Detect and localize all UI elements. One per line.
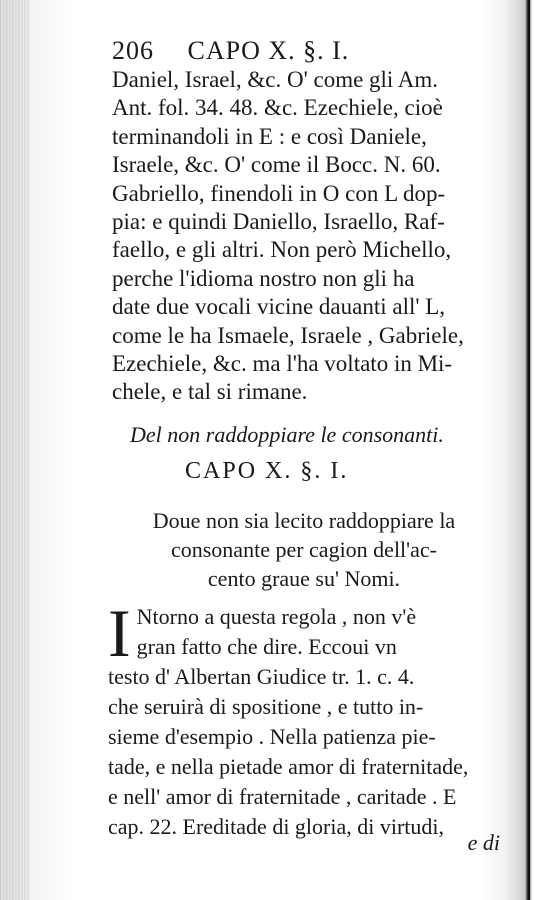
text-line: che seruirà di spositione , e tutto in- <box>108 694 424 719</box>
text-line: testo d' Albertan Giudice tr. 1. c. 4. <box>108 664 415 689</box>
text-line: cap. 22. Ereditade di gloria, di virtudi, <box>108 814 445 839</box>
text-line: faello, e gli altri. Non però Michello, <box>112 237 452 263</box>
running-title: CAPO X. §. I. <box>187 36 350 65</box>
chapter-heading <box>104 506 504 593</box>
running-header <box>112 36 492 66</box>
text-line: perche l'idioma nostro non gli ha <box>112 265 415 291</box>
section-subtitle: Del non raddoppiare le consonanti. <box>130 422 444 447</box>
text-line: sieme d'esempio . Nella patienza pie- <box>108 724 436 749</box>
heading-line: cento graue su' Nomi. <box>207 566 401 591</box>
page-edge <box>528 0 530 900</box>
text-line: come le ha Ismaele, Israele , Gabriele, <box>112 322 464 348</box>
text-line: Ntorno a questa regola , non v'è <box>136 604 417 629</box>
body-text <box>108 595 508 842</box>
heading-line: consonante per cagion dell'ac- <box>170 537 437 562</box>
heading-line: Doue non sia lecito raddoppiare la <box>152 508 456 533</box>
text-line: Ant. fol. 34. 48. &c. Ezechiele, cioè <box>112 95 443 121</box>
text-line: gran fatto che dire. Eccoui vn <box>136 634 397 659</box>
chapter-title: CAPO X. §. I. <box>185 458 349 484</box>
page-number: 206 <box>112 36 154 65</box>
text-line: e nell' amor di fraternitade , caritade . E <box>108 784 457 809</box>
text-line: chele, e tal si rimane. <box>112 379 308 405</box>
drop-cap: I <box>108 595 131 671</box>
text-line: tade, e nella pietade amor di fraternitade, <box>108 754 469 779</box>
text-line: Ezechiele, &c. ma l'ha voltato in Mi- <box>112 351 453 377</box>
text-line: terminandoli in E : e così Daniele, <box>112 123 427 149</box>
text-line: Gabriello, finendoli in O con L dop- <box>112 180 446 206</box>
continued-text <box>112 66 512 407</box>
catchword: e di <box>467 830 500 855</box>
text-line: Daniel, Israel, &c. O' come gli Am. <box>112 67 439 92</box>
text-line: Israele, &c. O' come il Bocc. N. 60. <box>112 152 441 178</box>
book-spine-shadow <box>0 0 30 900</box>
text-line: date due vocali vicine dauanti all' L, <box>112 294 446 320</box>
text-line: pia: e quindi Daniello, Israello, Raf- <box>112 209 445 235</box>
